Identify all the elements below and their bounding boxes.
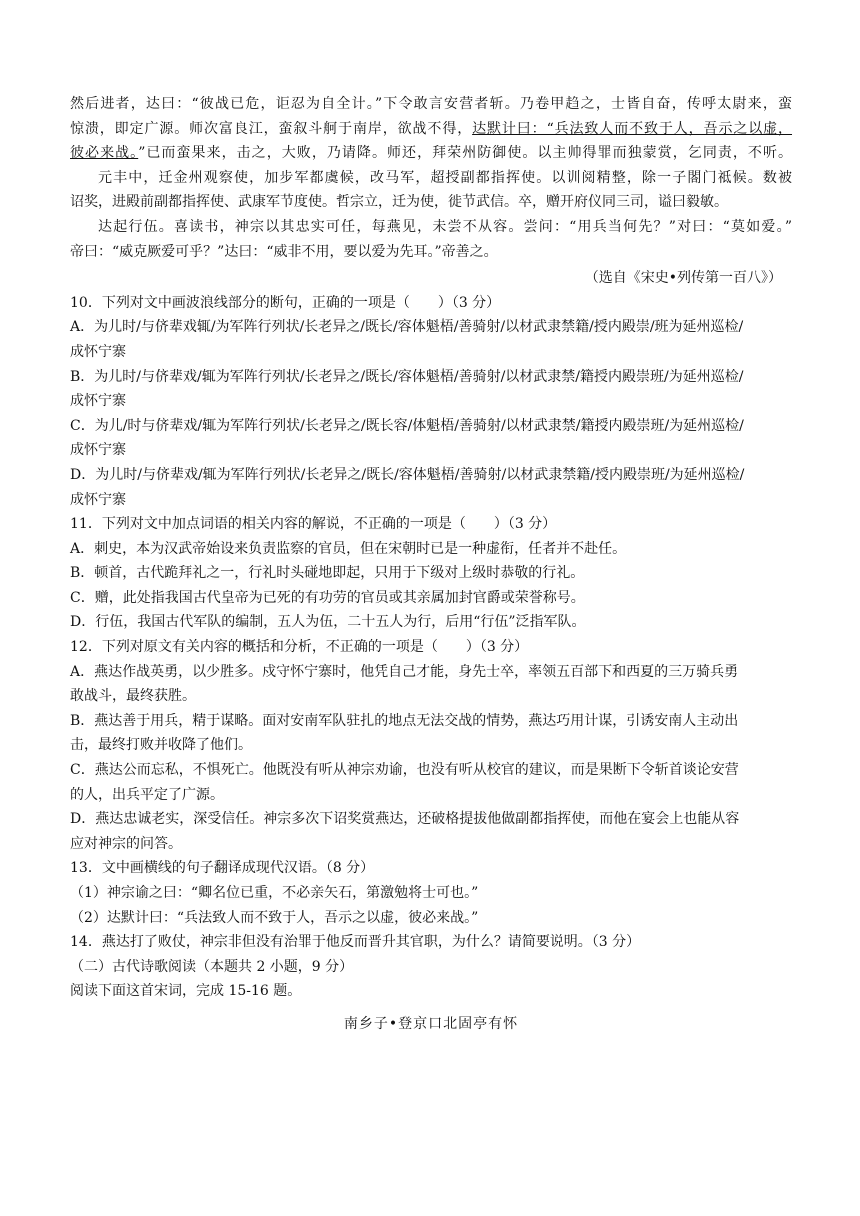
option-line: B．为儿时/与侪辈戏/辄为军阵行列状/长老异之/既长/容体魁梧/善骑射/以材武隶禁/籍授内殿崇班/为延州巡检/: [70, 368, 744, 385]
source-citation: （选自《宋史•列传第一百八》）: [584, 270, 782, 287]
option-line: B．顿首，古代跪拜礼之一，行礼时头碰地即起，只用于下级对上级时恭敬的行礼。: [70, 565, 585, 582]
question-line: 10．下列对文中画波浪线部分的断句，正确的一项是（ ）（3 分）: [70, 294, 501, 311]
option-line: C．燕达公而忘私，不惧死亡。他既没有听从神宗劝谕，也没有听从校官的建议，而是果断下令斩首谈论安营: [70, 762, 739, 779]
passage-line: 帝曰：“威克厥爱可乎？”达曰：“威非不用，要以爱为先耳。”帝善之。: [70, 243, 498, 260]
passage-line: [70, 141, 792, 166]
option-line: 敢战斗，最终获胜。: [70, 688, 196, 705]
passage-line: 元丰中，迁金州观察使，加步军都虞候，改马军，超授副都指挥使。以训阅精整，除一子閤门祗候。数被: [98, 169, 792, 186]
option-line: 应对神宗的问答。: [70, 835, 182, 852]
passage-line: 达起行伍。喜读书，神宗以其忠实可任，每燕见，未尝不从容。尝问：“用兵当何先？”对曰：“莫如爱。”: [98, 218, 792, 235]
question-line: 12．下列对原文有关内容的概括和分析，不正确的一项是（ ）（3 分）: [70, 639, 529, 656]
option-line: 成怀宁寨: [70, 491, 126, 508]
option-line: 成怀宁寨: [70, 393, 126, 410]
passage-line: 诏奖，进殿前副都指挥使、武康军节度使。哲宗立，迁为使，徙节武信。卒，赠开府仪同三司，谥曰毅敏。: [70, 194, 728, 211]
sub-question-line: （2）达默计曰：“兵法致人而不致于人，吾示之以虚，彼必来战。”: [70, 909, 479, 926]
option-line: C．为儿/时与侪辈戏/辄为军阵行列状/长老异之/既长容/体魁梧/善骑射/以材武隶禁/籍授内殿崇班/为延州巡检/: [70, 417, 744, 434]
underlined-sentence: 彼必来战。: [70, 145, 139, 162]
option-line: 成怀宁寨: [70, 442, 126, 459]
question-line: 11．下列对文中加点词语的相关内容的解说，不正确的一项是（ ）（3 分）: [70, 516, 557, 533]
option-line: D．为儿时/与侪辈戏/辄为军阵行列状/长老异之/既长/容体魁梧/善骑射/以材武隶禁籍/授内殿崇班/为延州巡检/: [70, 466, 745, 483]
section-heading: （二）古代诗歌阅读（本题共 2 小题，9 分）: [70, 958, 354, 975]
exam-page: [70, 92, 792, 1036]
passage-line: 然后进者，达曰：“彼战已危，讵忍为自全计。”下令敢言安营者斩。乃卷甲趋之，士皆自奋，传呼太尉来，蛮: [70, 96, 792, 112]
question-line: 14．燕达打了败仗，神宗非但没有治罪于他反而晋升其官职，为什么？请简要说明。（3 分）: [70, 934, 641, 951]
option-line: B．燕达善于用兵，精于谋略。面对安南军队驻扎的地点无法交战的情势，燕达巧用计谋，引诱安南人主动出: [70, 712, 739, 729]
poem-title: 南乡子•登京口北固亭有怀: [343, 1015, 519, 1032]
option-line: A．燕达作战英勇，以少胜多。戍守怀宁寨时，他凭自己才能，身先士卒，率领五百部下和西夏的三万骑兵勇: [70, 663, 739, 680]
sub-question-line: （1）神宗谕之曰：“卿名位已重，不必亲矢石，第激勉将士可也。”: [70, 885, 479, 901]
option-line: A．刺史，本为汉武帝始设来负责监察的官员，但在宋朝时已是一种虚衔，任者并不赴任。: [70, 540, 627, 557]
question-line: 13．文中画横线的句子翻译成现代汉语。（8 分）: [70, 860, 375, 877]
passage-line: [70, 117, 792, 142]
option-line: 的人，出兵平定了广源。: [70, 786, 224, 803]
option-line: C．赠，此处指我国古代皇帝为已死的有功劳的官员或其亲属加封官爵或荣誉称号。: [70, 589, 585, 606]
passage-text: ”已而蛮果来，击之，大败，乃请降。师还，拜荣州防御使。以主帅得罪而独蒙赏，乞同责，不听。: [138, 145, 793, 162]
option-line: D．行伍，我国古代军队的编制，五人为伍，二十五人为行，后用“行伍”泛指军队。: [70, 614, 586, 631]
option-line: A．为儿时/与侪辈戏辄/为军阵行列状/长老异之/既长/容体魁梧/善骑射/以材武隶禁籍/授内殿崇/班为延州巡检/: [70, 319, 744, 336]
option-line: D．燕达忠诚老实，深受信任。神宗多次下诏奖赏燕达，还破格提拔他做副都指挥使，而他在宴会上也能从容: [70, 811, 740, 828]
passage-text: 惊溃，即定广源。师次富良江，蛮叙斗舸于南岸，欲战不得，: [70, 120, 473, 137]
option-line: 成怀宁寨: [70, 343, 126, 360]
underlined-sentence: 达默计曰：“兵法致人而不致于人，吾示之以虚，: [472, 120, 793, 137]
instruction-line: 阅读下面这首宋词，完成 15-16 题。: [70, 983, 302, 1000]
option-line: 击，最终打败并收降了他们。: [70, 737, 252, 754]
